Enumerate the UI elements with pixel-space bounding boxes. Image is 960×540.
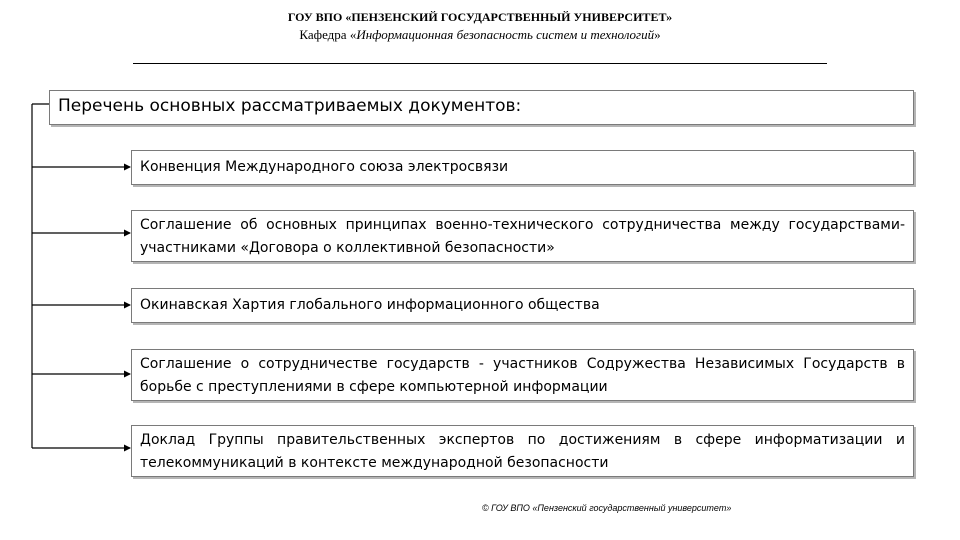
department-prefix: Кафедра « — [299, 27, 357, 42]
university-name: ГОУ ВПО «ПЕНЗЕНСКИЙ ГОСУДАРСТВЕННЫЙ УНИВЕРСИТЕТ» — [287, 10, 673, 24]
department-title: Информационная безопасность систем и технологий — [356, 27, 655, 42]
document-item-2: Соглашение об основных принципах военно-технического сотрудничества между государствами-участниками «Договора о коллективной безопасности» — [131, 210, 914, 262]
footer-copyright: © ГОУ ВПО «Пензенский государственный университет» — [482, 503, 732, 513]
document-item-1: Конвенция Международного союза электросвязи — [131, 150, 914, 185]
document-item-5: Доклад Группы правительственных экспертов по достижениям в сфере информатизации и телекоммуникаций в контексте международной безопасности — [131, 425, 914, 477]
document-item-3: Окинавская Хартия глобального информационного общества — [131, 288, 914, 323]
department-suffix: » — [654, 27, 661, 42]
diagram-title-box: Перечень основных рассматриваемых документов: — [49, 90, 914, 125]
document-item-4: Соглашение о сотрудничестве государств - участников Содружества Независимых Государств в борьбе с преступлениями в сфере компьютерной информации — [131, 349, 914, 401]
